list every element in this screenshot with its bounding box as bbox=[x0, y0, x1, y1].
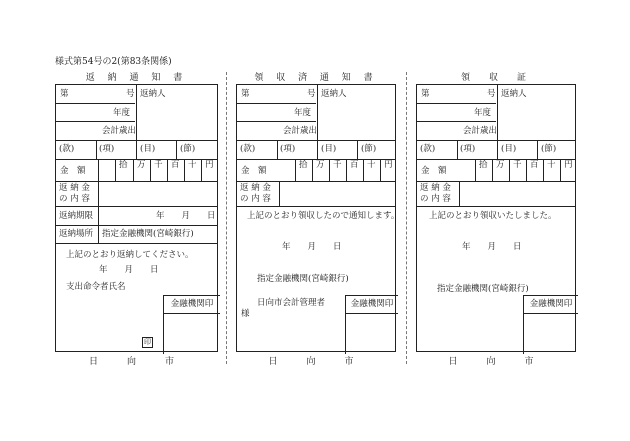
receipt-date: 年 月 日 bbox=[282, 242, 342, 252]
digit-label: 十 bbox=[367, 160, 376, 170]
bank-stamp-box bbox=[345, 295, 398, 354]
kou-label: (項) bbox=[460, 144, 476, 154]
form1-refund-notice bbox=[55, 84, 218, 352]
digit-label: 万 bbox=[496, 160, 505, 170]
number-suffix: 号 bbox=[126, 89, 135, 99]
bank-seal-label: 金融機関印 bbox=[164, 296, 220, 314]
digit-label: 百 bbox=[350, 160, 359, 170]
digit-label: 千 bbox=[333, 160, 342, 170]
digit-label: 万 bbox=[316, 160, 325, 170]
content-label-1: 返 納 金 bbox=[59, 183, 90, 193]
account-label: 会計歳出 bbox=[102, 126, 137, 136]
content-label-1: 返 納 金 bbox=[420, 183, 451, 193]
content-label-2: の 内 容 bbox=[420, 194, 451, 204]
form3-city: 日 向 市 bbox=[448, 357, 544, 367]
setsu-label: (節) bbox=[361, 144, 377, 154]
receipt-message: 上記のとおり領収したので通知します。 bbox=[247, 211, 400, 221]
deadline-value: 年 月 日 bbox=[156, 211, 216, 221]
amount-label: 金 額 bbox=[60, 166, 86, 176]
request-text: 上記のとおり返納してください。 bbox=[66, 250, 194, 260]
setsu-label: (節) bbox=[180, 144, 196, 154]
officer-name-label: 支出命令者氏名 bbox=[66, 282, 126, 292]
bank-seal-label: 金融機関印 bbox=[524, 296, 578, 314]
moku-label: (目) bbox=[140, 144, 156, 154]
bank-stamp-box bbox=[163, 295, 220, 354]
account-label: 会計歳出 bbox=[283, 126, 318, 136]
kou-label: (項) bbox=[99, 144, 115, 154]
setsu-label: (節) bbox=[541, 144, 557, 154]
digit-label: 円 bbox=[564, 160, 573, 170]
fiscal-year-label: 年度 bbox=[113, 108, 131, 118]
payer-label: 返納人 bbox=[140, 89, 166, 99]
kan-label: (款) bbox=[59, 144, 75, 154]
digit-label: 円 bbox=[384, 160, 393, 170]
number-suffix: 号 bbox=[307, 89, 316, 99]
amount-label: 金 額 bbox=[241, 166, 267, 176]
fiscal-year-label: 年度 bbox=[294, 108, 312, 118]
place-label: 返納場所 bbox=[59, 229, 94, 239]
bank-stamp-box bbox=[523, 295, 578, 354]
content-label-1: 返 納 金 bbox=[240, 183, 271, 193]
number-label: 第 bbox=[241, 89, 250, 99]
bank-name: 指定金融機関(宮崎銀行) bbox=[257, 274, 349, 284]
number-label: 第 bbox=[60, 89, 69, 99]
amount-label: 金 額 bbox=[421, 166, 447, 176]
number-suffix: 号 bbox=[487, 89, 496, 99]
digit-label: 十 bbox=[188, 160, 197, 170]
moku-label: (目) bbox=[501, 144, 517, 154]
deadline-label: 返納期限 bbox=[59, 211, 94, 221]
fiscal-year-label: 年度 bbox=[474, 108, 492, 118]
digit-label: 円 bbox=[205, 160, 214, 170]
payer-label: 返納人 bbox=[501, 89, 527, 99]
content-label-2: の 内 容 bbox=[59, 194, 90, 204]
form2-title: 領 収 済 通 知 書 bbox=[254, 73, 378, 83]
seal-mark: 印 bbox=[144, 338, 151, 346]
digit-label: 拾 bbox=[299, 160, 308, 170]
bank-seal-label: 金融機関印 bbox=[346, 296, 398, 314]
digit-label: 百 bbox=[171, 160, 180, 170]
form3-receipt bbox=[416, 84, 576, 352]
issue-date: 年 月 日 bbox=[99, 265, 159, 275]
form2-receipt-notice bbox=[236, 84, 400, 352]
cut-line-1 bbox=[226, 72, 227, 364]
bank-name: 指定金融機関(宮崎銀行) bbox=[437, 284, 529, 294]
digit-label: 拾 bbox=[479, 160, 488, 170]
form1-city: 日 向 市 bbox=[88, 357, 184, 367]
moku-label: (目) bbox=[321, 144, 337, 154]
receipt-message: 上記のとおり領収いたしました。 bbox=[429, 211, 557, 221]
digit-label: 千 bbox=[513, 160, 522, 170]
content-label-2: の 内 容 bbox=[240, 194, 271, 204]
place-value: 指定金融機関(宮崎銀行) bbox=[102, 229, 194, 239]
kou-label: (項) bbox=[280, 144, 296, 154]
account-label: 会計歳出 bbox=[463, 126, 498, 136]
digit-label: 拾 bbox=[119, 160, 128, 170]
form-reference: 様式第54号の2(第83条関係) bbox=[55, 57, 172, 67]
honorific: 様 bbox=[241, 309, 250, 319]
payer-label: 返納人 bbox=[321, 89, 347, 99]
kan-label: (款) bbox=[240, 144, 256, 154]
kan-label: (款) bbox=[420, 144, 436, 154]
form1-title: 返 納 通 知 書 bbox=[85, 73, 188, 83]
number-label: 第 bbox=[421, 89, 430, 99]
manager-label: 日向市会計管理者 bbox=[257, 298, 326, 308]
digit-label: 百 bbox=[530, 160, 539, 170]
digit-label: 万 bbox=[137, 160, 146, 170]
form2-city: 日 向 市 bbox=[268, 357, 364, 367]
digit-label: 十 bbox=[547, 160, 556, 170]
form3-title: 領 収 証 bbox=[460, 73, 531, 83]
cut-line-2 bbox=[406, 72, 407, 364]
receipt-date: 年 月 日 bbox=[462, 242, 522, 252]
digit-label: 千 bbox=[154, 160, 163, 170]
